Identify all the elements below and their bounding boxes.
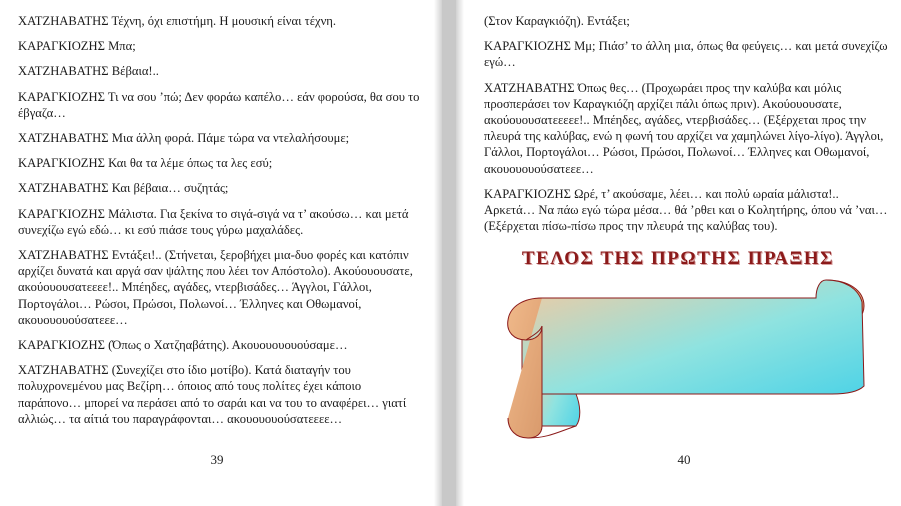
left-page-text <box>18 13 420 436</box>
right-page <box>456 0 901 506</box>
gutter-shadow <box>456 0 464 506</box>
dialogue-line: ΧΑΤΖΗΑΒΑΤΗΣ (Συνεχίζει στο ίδιο μοτίβο). Κατά διαταγήν του πολυχρονεμένου μας Βεζίρη… όποιος από τους πολίτες έχει κάποιο παράπονο… μπορεί να περάσει από το σαράι και να του το αναφέρει… γιατί αλλιώς… τα αίτιά του παραγράφονται… ακουουουούσατεεεε… <box>18 363 407 426</box>
dialogue-line: ΧΑΤΖΗΑΒΑΤΗΣ Και βέβαια… συζητάς; <box>18 181 229 196</box>
right-page-text <box>484 13 888 243</box>
dialogue-line: ΚΑΡΑΓΚΙΟΖΗΣ (Όπως ο Χατζηαβάτης). Ακουουουουούσαμε… <box>18 338 348 353</box>
dialogue-line: ΚΑΡΑΓΚΙΟΖΗΣ Μάλιστα. Για ξεκίνα το σιγά-σιγά να τ’ ακούσω… και μετά συνεχίζω εγώ εδώ… κι εσύ πιάσε τους γύρω μαχαλάδες. <box>18 206 409 237</box>
dialogue-line: ΚΑΡΑΓΚΙΟΖΗΣ Μμ; Πιάσ’ το άλλη μια, όπως θα φεύγεις… και μετά συνεχίζω εγώ… <box>484 39 888 70</box>
dialogue-line: ΧΑΤΖΗΑΒΑΤΗΣ Βέβαια!.. <box>18 64 159 79</box>
parchment-scroll-banner-icon <box>496 276 876 441</box>
dialogue-line: ΧΑΤΖΗΑΒΑΤΗΣ Όπως θες… (Προχωράει προς την καλύβα και μόλις προσπεράσει τον Καραγκιόζη αρχίζει πάλι όπως πριν). Ακούουουσατε, ακούουουσατεεεεε!.. Μπέηδες, αγάδες, ντερβισάδες… (Εξέρχεται προς την πλευρά της καλύβας, ενώ η φωνή του αρχίζει να χαμηλώνει λίγο-λίγο). Άγγλοι, Γάλλοι, Πορτογάλοι… Ρώσοι, Πρώσοι, Πολωνοί… Έλληνες και Οθωμανοί, ακουουουούσατεεε… <box>484 80 884 176</box>
page-number-right: 40 <box>677 452 691 467</box>
dialogue-line: ΧΑΤΖΗΑΒΑΤΗΣ Εντάξει!.. (Στήνεται, ξεροβήχει μια-δυο φορές και κατόπιν αρχίζει δυνατά και αργά σαν ψάλτης που λέει τον Απόστολο). Ακούουουσατε, ακούουουσατεεεε!.. Μπέηδες, αγάδες, ντερβισάδες… Άγγλοι, Γάλλοι, Πορτογάλοι… Ρώσοι, Πρώσοι, Πολωνοί… Έλληνες και Οθωμανοί, ακουουουούσατεεε… <box>18 248 413 327</box>
dialogue-line: ΚΑΡΑΓΚΙΟΖΗΣ Ωρέ, τ’ ακούσαμε, λέει… και πολύ ωραία μάλιστα!.. Αρκετά… Να πάω εγώ τώρα μέσα… θά ’ρθει και ο Κολητήρης, όπου νά ’ναι… (Εξέρχεται πίσω-πίσω προς την πλευρά της καλύβας του). <box>484 186 888 234</box>
dialogue-line: ΚΑΡΑΓΚΙΟΖΗΣ Μπα; <box>18 39 136 54</box>
dialogue-line: ΚΑΡΑΓΚΙΟΖΗΣ Τι να σου ’πώ; Δεν φοράω καπέλο… εάν φορούσα, θα σου το έβγαζα… <box>18 89 420 120</box>
dialogue-line: ΚΑΡΑΓΚΙΟΖΗΣ Και θα τα λέμε όπως τα λες εσύ; <box>18 156 273 171</box>
gutter-shadow <box>434 0 442 506</box>
dialogue-line: (Στον Καραγκιόζη). Εντάξει; <box>484 14 630 28</box>
left-page <box>0 0 442 506</box>
end-of-act-title: ΤΕΛΟΣ ΤΗΣ ΠΡΩΤΗΣ ΠΡΑΞΗΣ <box>521 248 835 269</box>
page-number-left: 39 <box>210 452 224 467</box>
dialogue-line: ΧΑΤΖΗΑΒΑΤΗΣ Τέχνη, όχι επιστήμη. Η μουσική είναι τέχνη. <box>18 14 336 28</box>
dialogue-line: ΧΑΤΖΗΑΒΑΤΗΣ Μια άλλη φορά. Πάμε τώρα να ντελαλήσουμε; <box>18 131 350 146</box>
